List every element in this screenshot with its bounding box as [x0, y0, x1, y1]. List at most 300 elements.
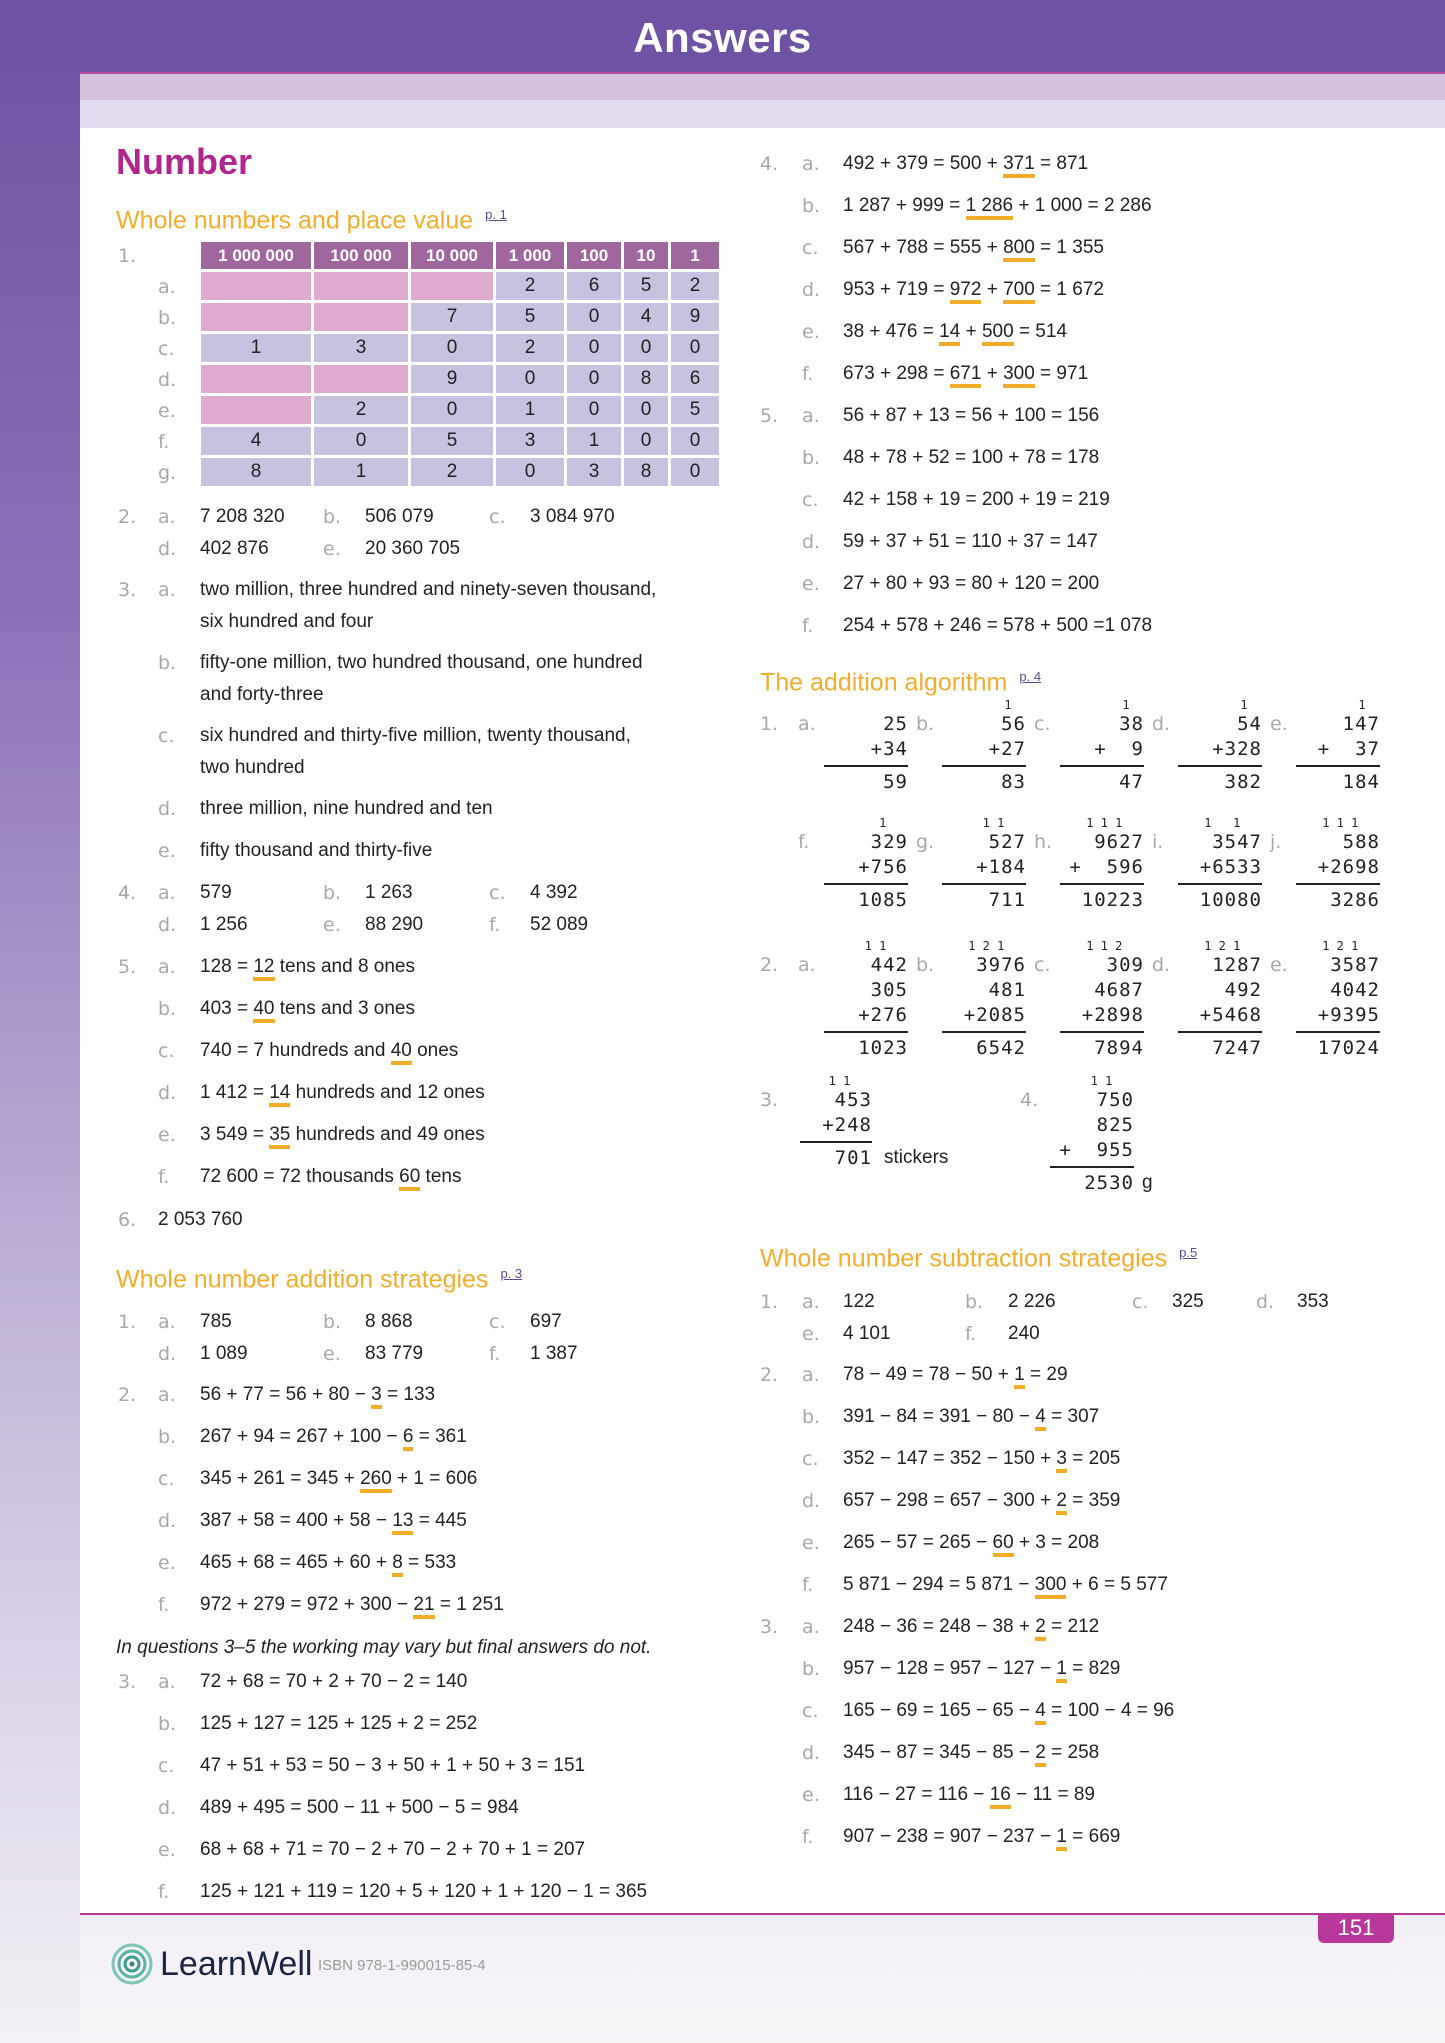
answer-text: 2 053 760 [158, 1209, 243, 1230]
item-letter: f. [158, 1166, 170, 1188]
addend-row: 9627 [1094, 831, 1144, 853]
addend-row: +2898 [1081, 1004, 1144, 1026]
item-letter: d. [158, 1343, 177, 1365]
answer-part: + [960, 321, 982, 342]
highlighted-answer: 14 [269, 1082, 290, 1107]
item-letter: d. [158, 798, 177, 820]
answer-text [843, 1699, 1174, 1723]
highlighted-answer: 3 [371, 1384, 382, 1409]
addend-row: 54 [1237, 713, 1262, 735]
item-letter: a. [798, 954, 816, 976]
answer-text [843, 194, 1152, 218]
isbn: ISBN 978-1-990015-85-4 [318, 1957, 486, 1974]
answer-part: = 1 355 [1034, 237, 1104, 258]
question-number: 1. [118, 245, 137, 267]
table-cell: 0 [496, 458, 564, 486]
item-letter: e. [323, 914, 341, 936]
item-letter: c. [1034, 713, 1051, 735]
answer-text: 1 263 [365, 882, 413, 903]
vertical-addition [800, 1075, 872, 1171]
table-cell: 9 [671, 303, 719, 331]
addend-row: 329 [870, 831, 908, 853]
answer-text: 2 226 [1008, 1291, 1056, 1312]
addend-row: 527 [988, 831, 1026, 853]
answer-text [843, 1489, 1120, 1513]
answer-text [843, 1531, 1099, 1555]
table-header-row [201, 242, 719, 269]
answer-text: 42 + 158 + 19 = 200 + 19 = 219 [843, 489, 1110, 510]
highlighted-answer: 300 [1035, 1574, 1067, 1599]
table-cell: 0 [671, 334, 719, 362]
unit-label: stickers [884, 1147, 949, 1168]
header-band [80, 72, 1445, 102]
item-letter: a. [802, 153, 820, 175]
table-cell: 3 [314, 334, 408, 362]
question-number: 3. [760, 1089, 779, 1111]
table-cell: 0 [496, 365, 564, 393]
answer-part: + [981, 279, 1004, 300]
table-row [201, 272, 719, 300]
answer-text [200, 1467, 477, 1491]
answer-part: 391 − 84 = 391 − 80 − [843, 1406, 1036, 1427]
item-letter: g. [916, 831, 935, 853]
answer-part: = 212 [1045, 1616, 1100, 1637]
addend-row: 1287 [1212, 954, 1262, 976]
answer-part: 907 − 238 = 907 − 237 − [843, 1826, 1057, 1847]
table-cell [201, 365, 311, 393]
answer-text: two hundred [200, 757, 305, 778]
highlighted-answer: 2 [1056, 1490, 1067, 1515]
table-cell: 2 [496, 334, 564, 362]
answer-text: three million, nine hundred and ten [200, 798, 493, 819]
answer-text [843, 152, 1088, 176]
answer-part: + [981, 363, 1004, 384]
sum-line [824, 883, 908, 885]
answer-text: 254 + 578 + 246 = 578 + 500 =1 078 [843, 615, 1153, 636]
answer-part: 492 + 379 = 500 + [843, 153, 1004, 174]
addend-row: + 596 [1069, 856, 1144, 878]
table-cell: 0 [671, 427, 719, 455]
item-letter: a. [802, 405, 820, 427]
vertical-addition [1050, 1075, 1134, 1196]
highlighted-answer: 300 [1003, 363, 1035, 388]
answer-text: 402 876 [200, 538, 269, 559]
answer-part: + 1 000 = 2 286 [1013, 195, 1152, 216]
item-letter: b. [323, 882, 342, 904]
highlighted-answer: 12 [253, 956, 274, 981]
addend-row: 4042 [1330, 979, 1380, 1001]
addend-row: 453 [834, 1089, 872, 1111]
column-header: 1 000 000 [201, 242, 311, 269]
highlighted-answer: 40 [253, 998, 274, 1023]
item-letter: c. [802, 1448, 819, 1470]
sum-value: 711 [988, 889, 1026, 911]
table-cell: 0 [624, 334, 668, 362]
item-letter: d. [1256, 1291, 1275, 1313]
sum-line [1060, 883, 1144, 885]
sum-value: 184 [1342, 771, 1380, 793]
table-cell: 0 [567, 334, 621, 362]
addend-row: 481 [988, 979, 1026, 1001]
page-reference-link[interactable]: p. 1 [485, 207, 507, 222]
item-letter: e. [802, 1532, 820, 1554]
answer-text: 240 [1008, 1323, 1040, 1344]
vertical-addition [942, 817, 1026, 913]
row-label: a. [158, 276, 176, 298]
answer-text: fifty thousand and thirty-five [200, 840, 433, 861]
table-cell: 0 [314, 427, 408, 455]
answer-text: 20 360 705 [365, 538, 461, 559]
highlighted-answer: 1 [1014, 1364, 1025, 1389]
highlighted-answer: 16 [990, 1784, 1011, 1809]
table-row [201, 458, 719, 486]
addend-row: +184 [976, 856, 1026, 878]
item-letter: e. [323, 538, 341, 560]
answer-part: tens [420, 1166, 462, 1187]
page-reference-link[interactable]: p.5 [1179, 1245, 1198, 1260]
item-letter: f. [802, 363, 814, 385]
answer-text: 88 290 [365, 914, 424, 935]
table-cell: 5 [624, 272, 668, 300]
answer-part: 38 + 476 = [843, 321, 940, 342]
vertical-addition [1060, 940, 1144, 1061]
table-cell: 0 [624, 427, 668, 455]
item-letter: a. [158, 882, 176, 904]
carry-digits: 1 1 [828, 1074, 872, 1088]
answer-part: ones [411, 1040, 459, 1061]
page-header [0, 0, 1445, 72]
answer-part: − 11 = 89 [1010, 1784, 1095, 1805]
section-title-text: Whole number addition strategies [116, 1265, 489, 1294]
item-letter: d. [802, 279, 821, 301]
highlighted-answer: 6 [403, 1426, 414, 1451]
carry-digits: 1 1 [982, 816, 1026, 830]
sum-line [942, 765, 1026, 767]
answer-text [843, 278, 1104, 302]
item-letter: d. [158, 1082, 177, 1104]
answer-text [843, 362, 1088, 386]
item-letter: b. [802, 447, 821, 469]
answer-text [200, 1123, 485, 1147]
question-number: 2. [760, 1364, 779, 1386]
vertical-addition [1296, 699, 1380, 795]
row-label: e. [158, 400, 176, 422]
carry-digits [824, 699, 908, 712]
sum-line [1296, 765, 1380, 767]
answer-part: 248 − 36 = 248 − 38 + [843, 1616, 1036, 1637]
sum-line [824, 765, 908, 767]
table-cell: 4 [624, 303, 668, 331]
item-letter: e. [1270, 713, 1288, 735]
answer-text [843, 320, 1067, 344]
vertical-addition [1060, 817, 1144, 913]
question-number: 4. [118, 882, 137, 904]
column-header: 100 000 [314, 242, 408, 269]
item-letter: e. [802, 1784, 820, 1806]
row-label: d. [158, 369, 177, 391]
brand-name: LearnWell [160, 1945, 313, 1983]
answer-text [843, 1447, 1120, 1471]
table-cell: 2 [496, 272, 564, 300]
addend-row: 3587 [1330, 954, 1380, 976]
column-header: 1 [671, 242, 719, 269]
answer-part: 116 − 27 = 116 − [843, 1784, 990, 1805]
column-header: 10 [624, 242, 668, 269]
table-row [201, 427, 719, 455]
table-cell [314, 272, 408, 300]
page-title: Answers [633, 14, 812, 61]
table-cell: 8 [201, 458, 311, 486]
addend-row: 3976 [976, 954, 1026, 976]
item-letter: a. [802, 1291, 820, 1313]
table-cell: 3 [496, 427, 564, 455]
sum-line [942, 883, 1026, 885]
unit-label: g [1142, 1172, 1153, 1193]
sum-value: 6542 [976, 1037, 1026, 1059]
highlighted-answer: 700 [1003, 279, 1035, 304]
answer-part: 957 − 128 = 957 − 127 − [843, 1658, 1057, 1679]
answer-text: 52 089 [530, 914, 589, 935]
answer-text: 3 084 970 [530, 506, 615, 527]
highlighted-answer: 4 [1035, 1700, 1046, 1725]
column-header: 10 000 [411, 242, 493, 269]
question-number: 3. [118, 579, 137, 601]
addend-row: +2698 [1317, 856, 1380, 878]
table-cell: 7 [411, 303, 493, 331]
item-letter: c. [489, 506, 506, 528]
highlighted-answer: 13 [392, 1510, 413, 1535]
addend-row: 4687 [1094, 979, 1144, 1001]
answer-part: 465 + 68 = 465 + 60 + [200, 1552, 393, 1573]
table-cell: 9 [411, 365, 493, 393]
answer-text [200, 1039, 458, 1063]
answer-part: = 1 251 [434, 1594, 504, 1615]
item-letter: f. [158, 1881, 170, 1903]
answer-part: 78 − 49 = 78 − 50 + [843, 1364, 1015, 1385]
highlighted-answer: 371 [1003, 153, 1035, 178]
item-letter: d. [158, 1797, 177, 1819]
item-letter: f. [802, 615, 814, 637]
addend-row: 492 [1224, 979, 1262, 1001]
item-letter: b. [802, 195, 821, 217]
addend-row: +5468 [1199, 1004, 1262, 1026]
question-number: 5. [760, 405, 779, 427]
section-title [116, 200, 507, 235]
vertical-addition [1178, 699, 1262, 795]
question-number: 5. [118, 956, 137, 978]
highlighted-answer: 35 [269, 1124, 290, 1149]
answer-text: 697 [530, 1311, 562, 1332]
sum-value: 47 [1119, 771, 1144, 793]
answer-text: 489 + 495 = 500 − 11 + 500 − 5 = 984 [200, 1797, 519, 1818]
addend-row: 588 [1342, 831, 1380, 853]
answer-text [843, 1783, 1095, 1807]
item-letter: e. [158, 840, 176, 862]
answer-part: = 307 [1045, 1406, 1100, 1427]
highlighted-answer: 21 [413, 1594, 434, 1619]
table-cell [314, 365, 408, 393]
item-letter: j. [1270, 831, 1282, 853]
row-label: b. [158, 307, 177, 329]
carry-digits: 1 1 [1090, 1074, 1134, 1088]
item-letter: h. [1034, 831, 1053, 853]
item-letter: d. [802, 531, 821, 553]
vertical-addition [1060, 699, 1144, 795]
answer-text [200, 1383, 435, 1407]
item-letter: c. [1034, 954, 1051, 976]
item-letter: c. [802, 237, 819, 259]
addend-row: 442 [870, 954, 908, 976]
answer-part: = 361 [413, 1426, 467, 1447]
item-letter: e. [802, 1323, 820, 1345]
answer-part: tens and 3 ones [274, 998, 415, 1019]
answer-text: 4 392 [530, 882, 578, 903]
table-cell: 0 [624, 396, 668, 424]
addend-row: +27 [988, 738, 1026, 760]
carry-digits: 1 [879, 816, 908, 830]
question-number: 3. [760, 1616, 779, 1638]
answer-part: 345 + 261 = 345 + [200, 1468, 361, 1489]
addend-row: 38 [1119, 713, 1144, 735]
item-letter: f. [802, 1574, 814, 1596]
table-cell: 1 [496, 396, 564, 424]
item-letter: c. [158, 1040, 175, 1062]
item-letter: a. [802, 1364, 820, 1386]
table-cell: 0 [567, 396, 621, 424]
table-cell: 2 [314, 396, 408, 424]
chapter-title: Number [116, 141, 253, 182]
answer-part: 265 − 57 = 265 − [843, 1532, 993, 1553]
highlighted-answer: 260 [360, 1468, 392, 1493]
answer-part: hundreds and 12 ones [290, 1082, 485, 1103]
answer-part: = 100 − 4 = 96 [1045, 1700, 1175, 1721]
answer-text [843, 1741, 1099, 1765]
addend-row: + 9 [1094, 738, 1144, 760]
sum-line [1296, 1031, 1380, 1033]
table-cell: 1 [567, 427, 621, 455]
answer-part: = 971 [1034, 363, 1089, 384]
item-letter: i. [1152, 831, 1164, 853]
answer-part: 1 412 = [200, 1082, 270, 1103]
item-letter: c. [489, 1311, 506, 1333]
table-cell: 0 [411, 396, 493, 424]
answer-part: 56 + 77 = 56 + 80 − [200, 1384, 372, 1405]
highlighted-answer: 8 [392, 1552, 403, 1577]
carry-digits: 1 1 2 [1086, 939, 1144, 953]
vertical-addition [942, 699, 1026, 795]
item-letter: a. [158, 1384, 176, 1406]
answer-part: 345 − 87 = 345 − 85 − [843, 1742, 1036, 1763]
vertical-addition [824, 699, 908, 795]
question-number: 3. [118, 1671, 137, 1693]
item-letter: f. [802, 1826, 814, 1848]
item-letter: e. [323, 1343, 341, 1365]
table-row [201, 396, 719, 424]
answer-text: 8 868 [365, 1311, 413, 1332]
answer-part: = 359 [1067, 1490, 1121, 1511]
table-cell [201, 272, 311, 300]
table-cell: 0 [567, 303, 621, 331]
highlighted-answer: 60 [993, 1532, 1014, 1557]
vertical-addition [1178, 817, 1262, 913]
question-number: 1. [760, 1291, 779, 1313]
item-letter: b. [323, 506, 342, 528]
answer-part: 673 + 298 = [843, 363, 950, 384]
answer-part: = 258 [1045, 1742, 1100, 1763]
question-number: 1. [760, 713, 779, 735]
answer-part: = 445 [413, 1510, 467, 1531]
question-number: 2. [760, 954, 779, 976]
answer-text: six hundred and thirty-five million, twenty thousand, [200, 725, 631, 746]
carry-digits: 1 1 [1204, 816, 1262, 830]
item-letter: e. [1270, 954, 1288, 976]
addend-row: +248 [822, 1114, 872, 1136]
sum-value: 59 [883, 771, 908, 793]
answer-part: 972 + 279 = 972 + 300 − [200, 1594, 414, 1615]
item-letter: c. [158, 1468, 175, 1490]
section-title [116, 1259, 522, 1294]
answer-text: 325 [1172, 1291, 1204, 1312]
answer-text: 125 + 127 = 125 + 125 + 2 = 252 [200, 1713, 478, 1734]
sum-value: 1023 [858, 1037, 908, 1059]
header-band-light [80, 100, 1445, 128]
sum-value: 10223 [1081, 889, 1144, 911]
answer-text: 4 101 [843, 1323, 891, 1344]
item-letter: f. [489, 1343, 501, 1365]
item-letter: b. [965, 1291, 984, 1313]
answer-part: 740 = 7 hundreds and [200, 1040, 391, 1061]
answer-part: 165 − 69 = 165 − 65 − [843, 1700, 1036, 1721]
item-letter: b. [916, 713, 935, 735]
instruction-note: In questions 3–5 the working may vary but final answers do not. [116, 1637, 652, 1658]
answer-part: 953 + 719 = [843, 279, 950, 300]
table-cell: 2 [671, 272, 719, 300]
table-cell: 6 [671, 365, 719, 393]
item-letter: a. [802, 1616, 820, 1638]
item-letter: a. [798, 713, 816, 735]
answer-text: 47 + 51 + 53 = 50 − 3 + 50 + 1 + 50 + 3 = 151 [200, 1755, 586, 1776]
question-number: 2. [118, 506, 137, 528]
answer-text: fifty-one million, two hundred thousand, one hundred [200, 652, 643, 673]
item-letter: a. [158, 1671, 176, 1693]
addend-row: +9395 [1317, 1004, 1380, 1026]
column-header: 100 [567, 242, 621, 269]
answer-text: 1 256 [200, 914, 248, 935]
sum-value: 3286 [1330, 889, 1380, 911]
carry-digits: 1 [1240, 698, 1262, 712]
table-cell: 8 [624, 365, 668, 393]
highlighted-answer: 800 [1003, 237, 1035, 262]
carry-digits: 1 [1004, 698, 1026, 712]
addend-row: + 955 [1059, 1139, 1134, 1161]
table-cell [201, 303, 311, 331]
sum-line [1050, 1166, 1134, 1168]
item-letter: c. [1132, 1291, 1149, 1313]
page-reference-link[interactable]: p. 3 [500, 1266, 523, 1281]
answer-text [843, 1825, 1120, 1849]
answer-text: 72 + 68 = 70 + 2 + 70 − 2 = 140 [200, 1671, 468, 1692]
page-reference-link[interactable]: p. 4 [1019, 669, 1042, 684]
sum-value: 17024 [1317, 1037, 1380, 1059]
answer-part: 352 − 147 = 352 − 150 + [843, 1448, 1057, 1469]
answer-text: and forty-three [200, 684, 324, 705]
section-title [760, 662, 1041, 697]
answer-part: 72 600 = 72 thousands [200, 1166, 400, 1187]
addend-row: 25 [883, 713, 908, 735]
highlighted-answer: 500 [982, 321, 1014, 346]
answer-text: 785 [200, 1311, 232, 1332]
answer-text: six hundred and four [200, 611, 374, 632]
